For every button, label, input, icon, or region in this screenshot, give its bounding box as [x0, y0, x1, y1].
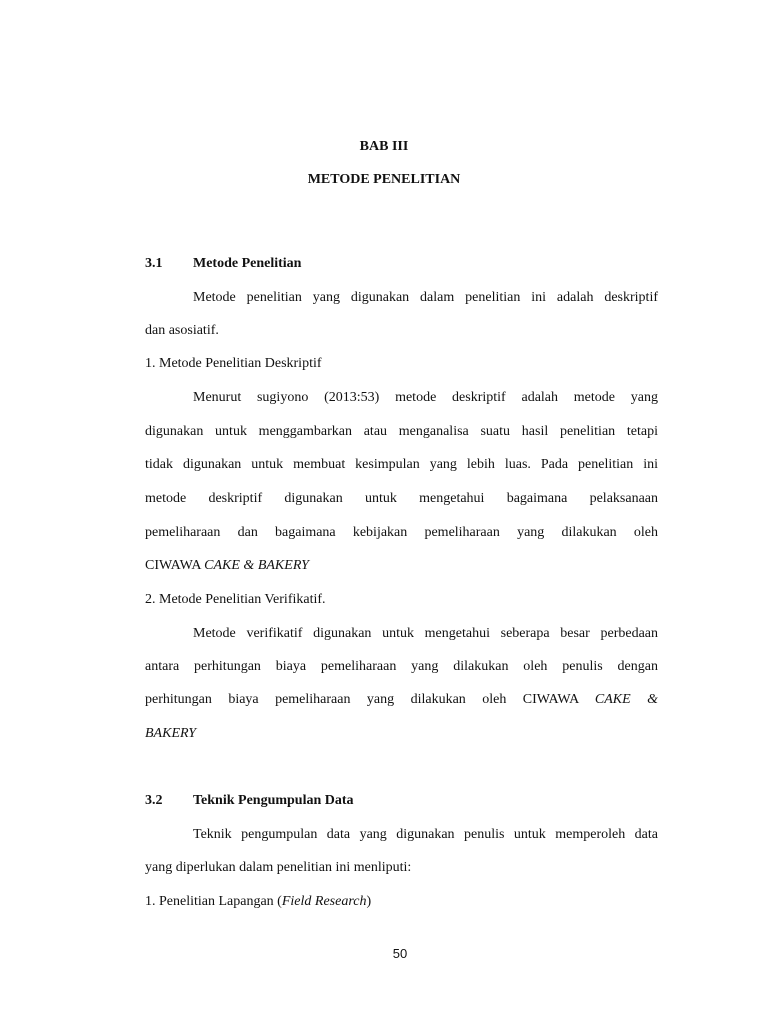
paragraph-line: [145, 725, 196, 743]
chapter-label: BAB III: [359, 139, 409, 154]
text-span: 1. Penelitian Lapangan (: [145, 894, 282, 909]
text-span: ): [366, 894, 372, 909]
italic-span: Field Research: [281, 894, 367, 909]
paragraph-line: antara perhitungan biaya pemeliharaan yang dilakukan oleh penulis dengan: [145, 659, 658, 674]
paragraph-line: [145, 691, 658, 709]
chapter-title: METODE PENELITIAN: [307, 172, 461, 187]
page-number: 50: [392, 946, 408, 961]
paragraph-line: Metode verifikatif digunakan untuk mengetahui seberapa besar perbedaan: [193, 626, 658, 641]
paragraph-line: dan asosiatif.: [145, 323, 219, 338]
italic-span: CAKE & BAKERY: [204, 558, 309, 573]
italic-span: BAKERY: [145, 726, 197, 741]
paragraph-line: metode deskriptif digunakan untuk mengetahui bagaimana pelaksanaan: [145, 491, 658, 506]
text-span: perhitungan biaya pemeliharaan yang dilakukan oleh CIWAWA: [145, 692, 595, 707]
paragraph-line: digunakan untuk menggambarkan atau menganalisa suatu hasil penelitian tetapi: [145, 424, 658, 439]
section-title: Teknik Pengumpulan Data: [193, 793, 354, 808]
paragraph-line: yang diperlukan dalam penelitian ini menliputi:: [145, 860, 412, 875]
paragraph-line: pemeliharaan dan bagaimana kebijakan pemeliharaan yang dilakukan oleh: [145, 525, 658, 540]
subsection-title: 2. Metode Penelitian Verifikatif.: [145, 592, 326, 607]
paragraph-line: [145, 557, 309, 575]
section-number: 3.2: [145, 793, 163, 808]
list-item: [145, 893, 371, 911]
paragraph-line: tidak digunakan untuk membuat kesimpulan yang lebih luas. Pada penelitian ini: [145, 457, 658, 472]
subsection-title: 1. Metode Penelitian Deskriptif: [145, 356, 322, 371]
section-number: 3.1: [145, 256, 163, 271]
paragraph-line: Teknik pengumpulan data yang digunakan penulis untuk memperoleh data: [193, 827, 658, 842]
paragraph-line: Menurut sugiyono (2013:53) metode deskriptif adalah metode yang: [193, 390, 658, 405]
italic-span: CAKE &: [594, 692, 659, 707]
section-title: Metode Penelitian: [193, 256, 302, 271]
text-span: CIWAWA: [145, 558, 205, 573]
paragraph-line: Metode penelitian yang digunakan dalam penelitian ini adalah deskriptif: [193, 290, 658, 305]
